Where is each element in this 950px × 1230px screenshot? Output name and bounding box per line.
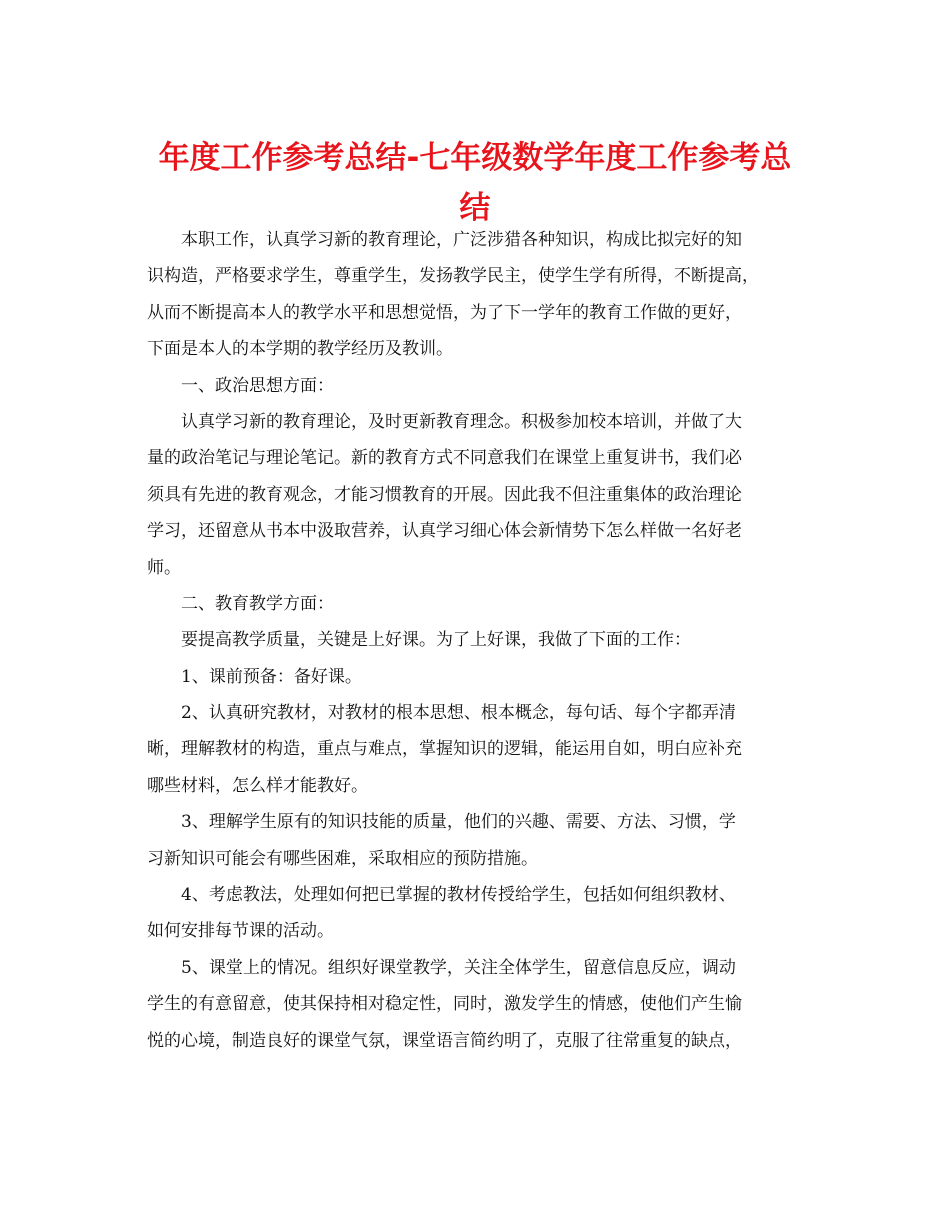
section-heading: 二、教育教学方面： (181, 593, 334, 614)
paragraph-line: 师。 (147, 557, 181, 578)
list-item: 3、理解学生原有的知识技能的质量，他们的兴趣、需要、方法、习惯，学 (181, 812, 736, 833)
paragraph-line: 认真学习新的教育理论，及时更新教育理念。积极参加校本培训，并做了大 (181, 411, 742, 432)
section-heading: 一、政治思想方面： (181, 375, 334, 396)
paragraph-line: 晰，理解教材的构造，重点与难点，掌握知识的逻辑，能运用自如，明白应补充 (147, 739, 742, 760)
paragraph-line: 从而不断提高本人的教学水平和思想觉悟，为了下一学年的教育工作做的更好， (147, 302, 742, 323)
paragraph-line: 学生的有意留意，使其保持相对稳定性，同时，激发学生的情感，使他们产生愉 (147, 994, 742, 1015)
paragraph-line: 下面是本人的本学期的教学经历及教训。 (147, 339, 453, 360)
document-title-line-2: 结 (459, 190, 491, 226)
document-title-line-1: 年度工作参考总结-七年级数学年度工作参考总 (158, 140, 792, 176)
list-item: 2、认真研究教材，对教材的根本思想、根本概念，每句话、每个字都弄清 (181, 703, 736, 724)
paragraph-line: 习新知识可能会有哪些困难，采取相应的预防措施。 (147, 848, 538, 869)
paragraph-line: 悦的心境，制造良好的课堂气氛，课堂语言简约明了，克服了往常重复的缺点， (147, 1030, 742, 1051)
paragraph-line: 学习，还留意从书本中汲取营养，认真学习细心体会新情势下怎么样做一名好老 (147, 521, 742, 542)
list-item: 1、课前预备：备好课。 (181, 666, 362, 687)
paragraph-line: 识构造，严格要求学生，尊重学生，发扬教学民主，使学生学有所得，不断提高， (147, 266, 759, 287)
list-item: 5、课堂上的情况。组织好课堂教学，关注全体学生，留意信息反应，调动 (181, 957, 736, 978)
document-body (147, 222, 815, 1059)
paragraph-line: 如何安排每节课的活动。 (147, 921, 334, 942)
paragraph-line: 哪些材料，怎么样才能教好。 (147, 775, 368, 796)
list-item: 4、考虑教法，处理如何把已掌握的教材传授给学生，包括如何组织教材、 (181, 885, 736, 906)
paragraph-line: 须具有先进的教育观念，才能习惯教育的开展。因此我不但注重集体的政治理论 (147, 484, 742, 505)
paragraph-line: 本职工作，认真学习新的教育理论，广泛涉猎各种知识，构成比拟完好的知 (181, 230, 742, 250)
paragraph-line: 量的政治笔记与理论笔记。新的教育方式不同意我们在课堂上重复讲书，我们必 (147, 448, 742, 469)
paragraph-line: 要提高教学质量，关键是上好课。为了上好课，我做了下面的工作： (181, 630, 691, 651)
